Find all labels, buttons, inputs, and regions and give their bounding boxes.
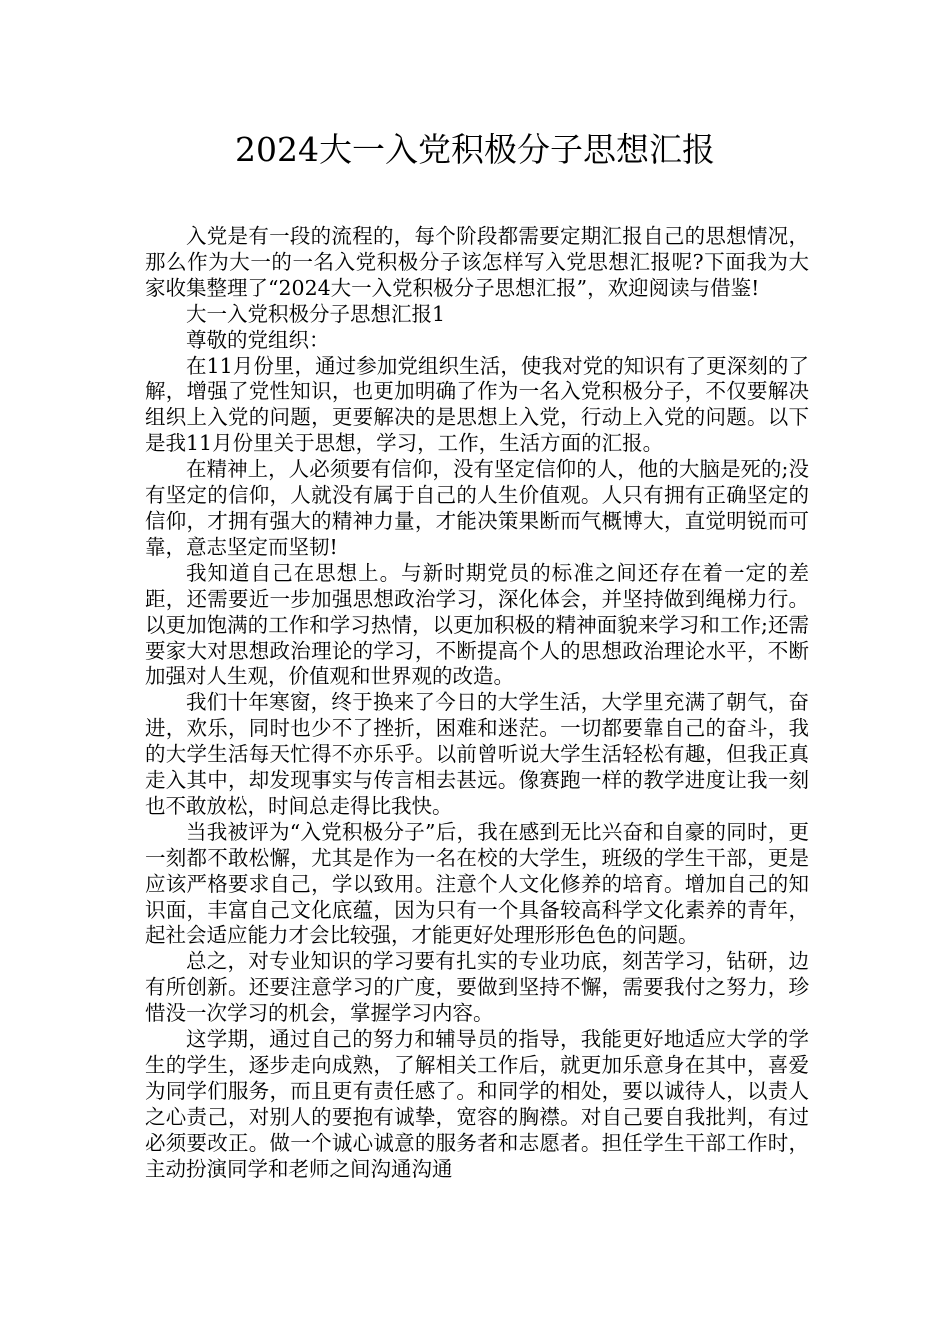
document-body: [145, 224, 809, 1183]
intro-paragraph: 入党是有一段的流程的，每个阶段都需要定期汇报自己的思想情况，那么作为大一的一名入党积极分子该怎样写入党思想汇报呢?下面我为大家收集整理了“2024大一入党积极分子思想汇报”，欢迎阅读与借鉴!: [145, 224, 809, 300]
document-title: 2024大一入党积极分子思想汇报: [235, 130, 715, 169]
body-paragraph: 在11月份里，通过参加党组织生活，使我对党的知识有了更深刻的了解，增强了党性知识，也更加明确了作为一名入党积极分子，不仅要解决组织上入党的问题，更要解决的是思想上入党，行动上入党的问题。以下是我11月份里关于思想，学习，工作，生活方面的汇报。: [145, 353, 809, 456]
body-paragraph: 总之，对专业知识的学习要有扎实的专业功底，刻苦学习，钻研，边有所创新。还要注意学习的广度，要做到坚持不懈，需要我付之努力，珍惜没一次学习的机会，掌握学习内容。: [145, 949, 809, 1026]
body-paragraph: 这学期，通过自己的努力和辅导员的指导，我能更好地适应大学的学生的学生，逐步走向成熟，了解相关工作后，就更加乐意身在其中，喜爱为同学们服务，而且更有责任感了。和同学的相处，要以诚待人，以责人之心责己，对别人的要抱有诚挚，宽容的胸襟。对自己要自我批判，有过必须要改正。做一个诚心诚意的服务者和志愿者。担任学生干部工作时，主动扮演同学和老师之间沟通沟通: [145, 1027, 809, 1181]
body-paragraph: 在精神上，人必须要有信仰，没有坚定信仰的人，他的大脑是死的;没有坚定的信仰，人就没有属于自己的人生价值观。人只有拥有正确坚定的信仰，才拥有强大的精神力量，才能决策果断而气概博大，直觉明锐而可靠，意志坚定而坚韧!: [145, 457, 809, 559]
section-heading: 大一入党积极分子思想汇报1: [186, 301, 446, 326]
salutation: 尊敬的党组织：: [186, 327, 330, 352]
body-paragraph: 当我被评为“入党积极分子”后，我在感到无比兴奋和自豪的同时，更一刻都不敢松懈，尤其是作为一名在校的大学生，班级的学生干部，更是应该严格要求自己，学以致用。注意个人文化修养的培育。增加自己的知识面，丰富自己文化底蕴，因为只有一个具备较高科学文化素养的青年，起社会适应能力才会比较强，才能更好处理形形色色的问题。: [145, 819, 809, 948]
body-paragraph: 我们十年寒窗，终于换来了今日的大学生活，大学里充满了朝气，奋进，欢乐，同时也少不了挫折，困难和迷茫。一切都要靠自己的奋斗，我的大学生活每天忙得不亦乐乎。以前曾听说大学生活轻松有趣，但我正真走入其中，却发现事实与传言相去甚远。像赛跑一样的教学进度让我一刻也不敢放松，时间总走得比我快。: [145, 690, 809, 818]
body-paragraph: 我知道自己在思想上。与新时期党员的标准之间还存在着一定的差距，还需要近一步加强思想政治学习，深化体会，并坚持做到绳梯力行。以更加饱满的工作和学习热情，以更加积极的精神面貌来学习和工作;还需要家大对思想政治理论的学习，不断提高个人的思想政治理论水平，不断加强对人生观，价值观和世界观的改造。: [145, 560, 809, 689]
